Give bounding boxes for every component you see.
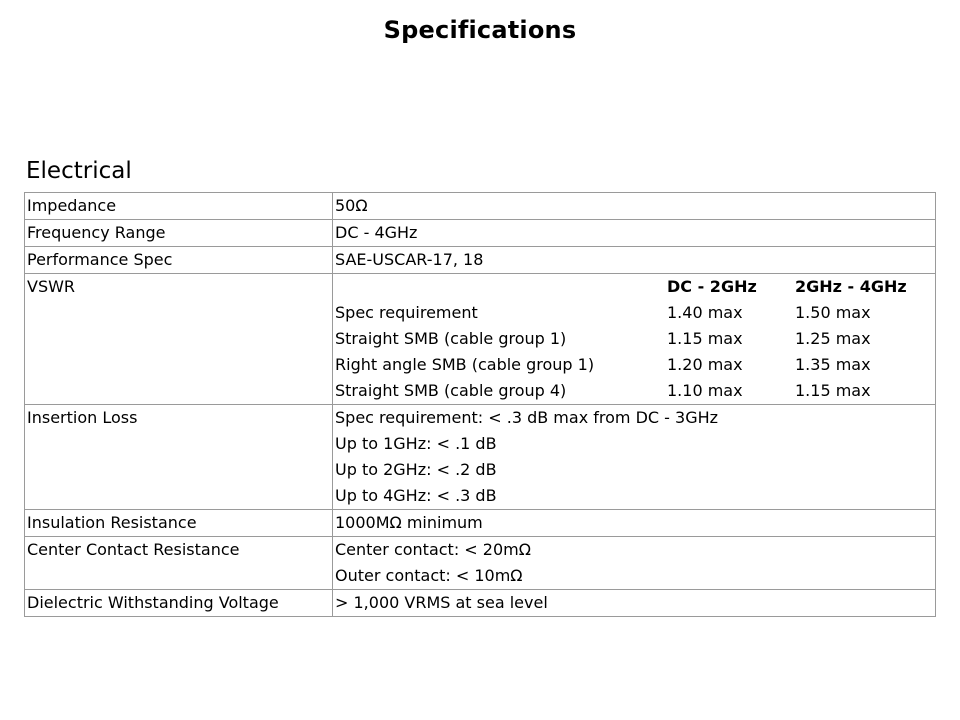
row-label: Insertion Loss: [25, 405, 333, 510]
row-value: 1000MΩ minimum: [333, 510, 936, 537]
table-row: [25, 193, 936, 220]
table-row: [25, 537, 936, 590]
row-value: SAE-USCAR-17, 18: [333, 247, 936, 274]
table-row: [25, 247, 936, 274]
row-value: [333, 405, 936, 510]
vswr-item-name: Straight SMB (cable group 1): [335, 329, 567, 348]
row-value: DC - 4GHz: [333, 220, 936, 247]
vswr-subtable: [333, 274, 936, 405]
row-value: 50Ω: [333, 193, 936, 220]
vswr-header-blank: [335, 274, 667, 300]
row-label: Impedance: [25, 193, 333, 220]
table-row: [25, 510, 936, 537]
section-heading: Electrical: [26, 158, 132, 184]
vswr-col-header: 2GHz - 4GHz: [795, 277, 907, 296]
spec-table: [24, 192, 936, 617]
row-label: Frequency Range: [25, 220, 333, 247]
value-line: Spec requirement: < .3 dB max from DC - 3GHz: [335, 408, 719, 427]
value-line: Up to 4GHz: < .3 dB: [335, 486, 497, 505]
vswr-item-value: 1.10 max: [667, 381, 743, 400]
value-line: Center contact: < 20mΩ: [335, 540, 531, 559]
row-label: Insulation Resistance: [25, 510, 333, 537]
vswr-item-value: 1.25 max: [795, 329, 871, 348]
vswr-item-name: Right angle SMB (cable group 1): [335, 355, 595, 374]
row-label: Performance Spec: [25, 247, 333, 274]
vswr-item-value: 1.15 max: [795, 381, 871, 400]
page-title: Specifications: [383, 16, 577, 44]
vswr-item-name: Straight SMB (cable group 4): [335, 381, 567, 400]
row-value: [333, 537, 936, 590]
value-line: Outer contact: < 10mΩ: [335, 566, 523, 585]
table-row: [25, 274, 936, 405]
value-line: Up to 1GHz: < .1 dB: [335, 434, 497, 453]
table-row: [25, 220, 936, 247]
row-label: Dielectric Withstanding Voltage: [25, 590, 333, 617]
vswr-item-value: 1.40 max: [667, 303, 743, 322]
vswr-item-value: 1.50 max: [795, 303, 871, 322]
row-label: VSWR: [25, 274, 333, 405]
vswr-col-header: DC - 2GHz: [667, 277, 757, 296]
table-row: [25, 590, 936, 617]
value-line: Up to 2GHz: < .2 dB: [335, 460, 497, 479]
row-value: > 1,000 VRMS at sea level: [333, 590, 936, 617]
vswr-item-value: 1.15 max: [667, 329, 743, 348]
vswr-item-name: Spec requirement: [335, 303, 478, 322]
vswr-item-value: 1.20 max: [667, 355, 743, 374]
vswr-item-value: 1.35 max: [795, 355, 871, 374]
table-row: [25, 405, 936, 510]
row-label: Center Contact Resistance: [25, 537, 333, 590]
